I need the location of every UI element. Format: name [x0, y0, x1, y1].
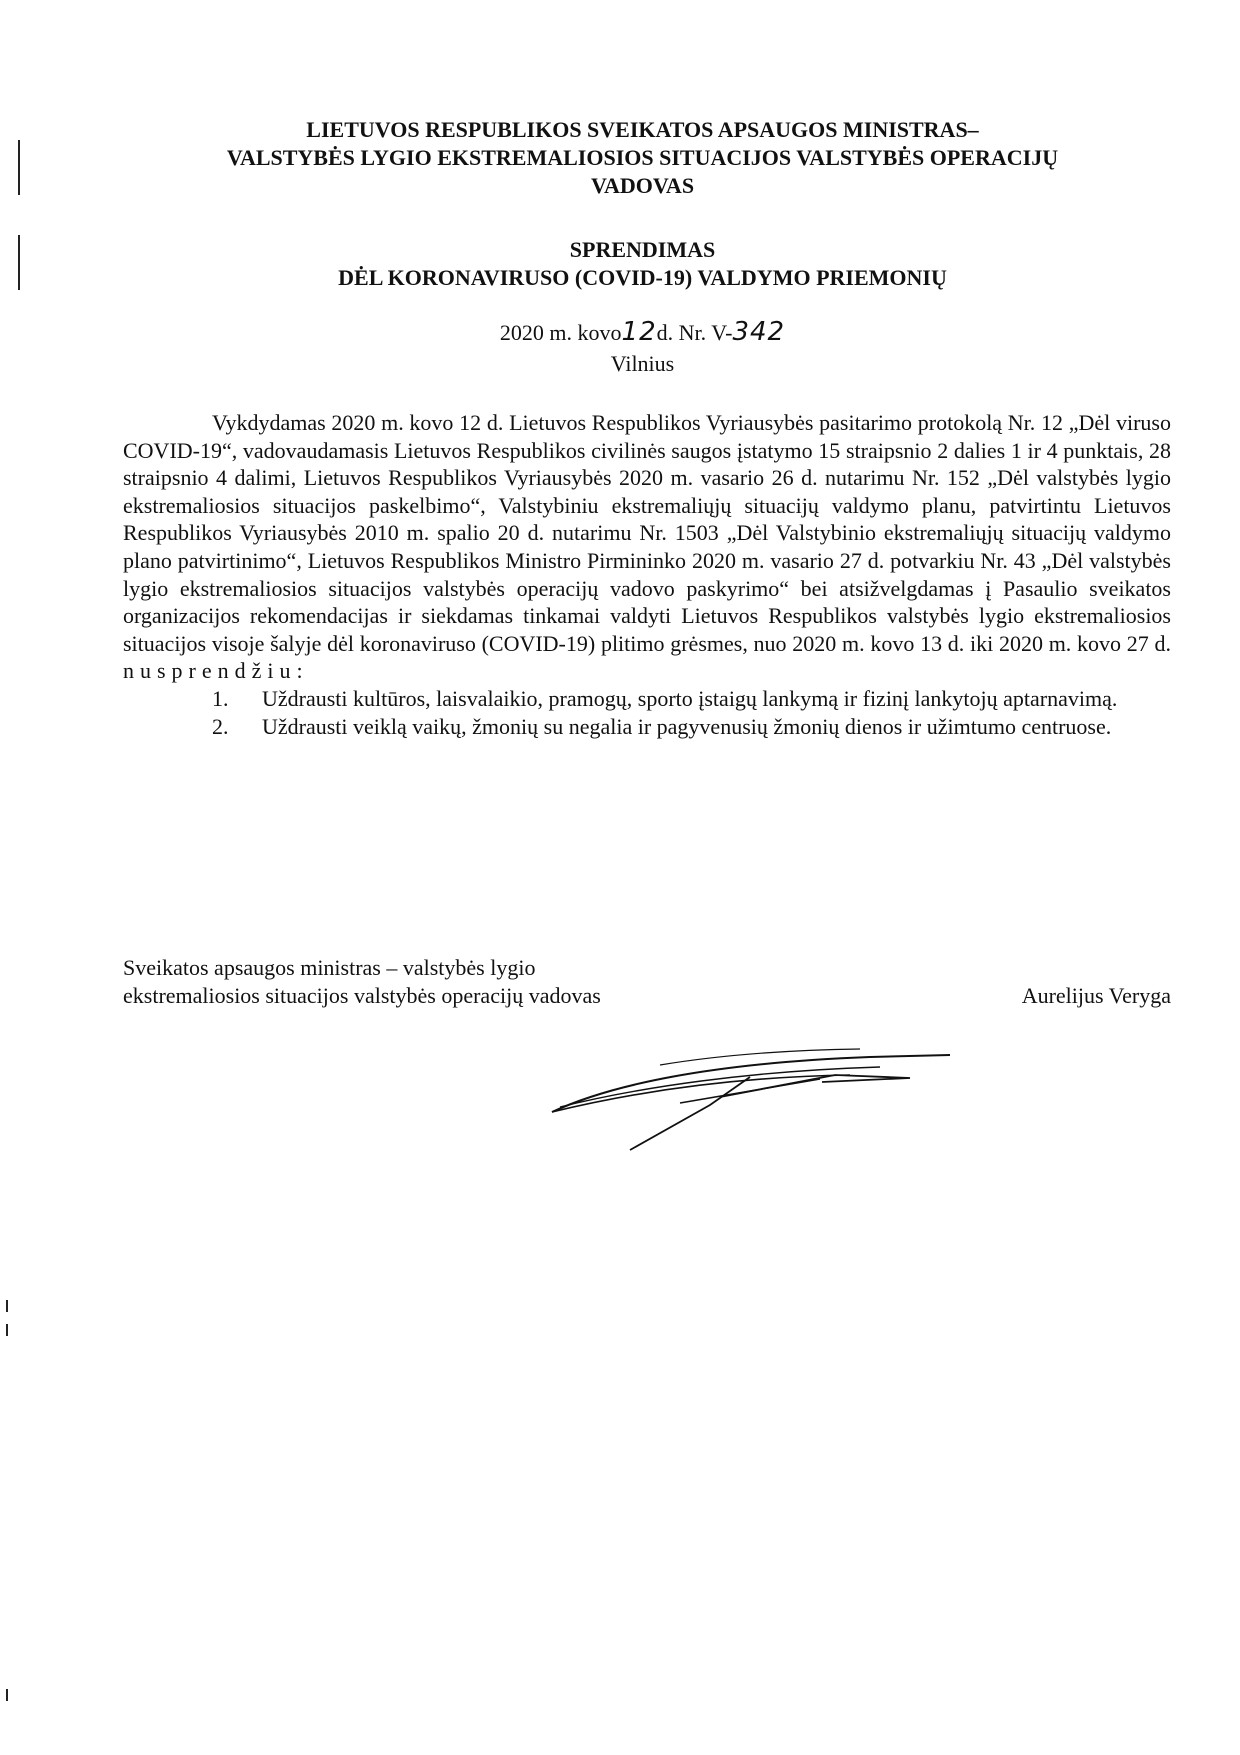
handwritten-signature	[550, 1035, 970, 1155]
scan-mark	[6, 1324, 8, 1336]
signer-name: Aurelijus Veryga	[1021, 983, 1171, 1008]
scan-mark	[6, 1689, 8, 1701]
decision-word: nusprendžiu:	[123, 658, 309, 684]
date-day-suffix: d.	[656, 320, 674, 345]
date-year: 2020 m.	[499, 320, 573, 345]
signer-position-line: ekstremaliosios situacijos valstybės operacijų vadovas	[123, 983, 601, 1008]
document-title	[150, 236, 1135, 292]
document-number-handwritten: 342	[732, 317, 786, 347]
date-month: kovo	[577, 320, 622, 345]
dateline	[150, 318, 1135, 347]
issuer-line: VALSTYBĖS LYGIO EKSTREMALIOSIOS SITUACIJOS VALSTYBĖS OPERACIJŲ	[226, 145, 1059, 170]
item-number: 2.	[212, 713, 229, 739]
signature-block	[123, 954, 1171, 1010]
preamble-text: Vykdydamas 2020 m. kovo 12 d. Lietuvos Respublikos Vyriausybės pasitarimo protokolą Nr. 12 „Dėl viruso COVID-19“, vadovaudamasis Lietuvos Respublikos civilinės saugos įstatymo 15 straipsnio 2 dalies 1 ir 4 punktais, 28 straipsnio 4 dalimi, Lietuvos Respublikos Vyriausybės 2020 m. vasario 26 d. nutarimu Nr. 152 „Dėl valstybės lygio ekstremaliosios situacijos paskelbimo“, Valstybiniu ekstremaliųjų situacijų valdymo planu, patvirtintu Lietuvos Respublikos Vyriausybės 2010 m. spalio 20 d. nutarimu Nr. 1503 „Dėl Valstybinio ekstremaliųjų situacijų valdymo plano patvirtinimo“, Lietuvos Respublikos Ministro Pirmininko 2020 m. vasario 27 d. potvarkiu Nr. 43 „Dėl valstybės lygio ekstremaliosios situacijos valstybės operacijų vadovo paskyrimo“ bei atsižvelgdamas į Pasaulio sveikatos organizacijos rekomendacijas ir siekdamas tinkamai valdyti Lietuvos Respublikos valstybės lygio ekstremaliosios situacijos visoje šalyje dėl koronaviruso (COVID-19) plitimo grėsmes, nuo 2020 m. kovo 13 d. iki 2020 m. kovo 27 d.	[123, 410, 1171, 656]
issuer-line: VADOVAS	[590, 173, 695, 198]
issuer-header	[150, 116, 1135, 200]
date-day-handwritten: 12	[621, 317, 657, 347]
scan-mark	[6, 1300, 8, 1312]
item-number: 1.	[212, 685, 229, 711]
item-text: Uždrausti veiklą vaikų, žmonių su negalia ir pagyvenusių žmonių dienos ir užimtumo centruose.	[262, 713, 1112, 739]
decision-item	[123, 685, 1171, 713]
place-of-issue: Vilnius	[610, 351, 675, 376]
document-type: SPRENDIMAS	[569, 237, 716, 262]
decision-item	[123, 713, 1171, 741]
document-subject: DĖL KORONAVIRUSO (COVID-19) VALDYMO PRIEMONIŲ	[338, 265, 947, 290]
document-body	[123, 409, 1171, 740]
document-number-prefix: Nr. V-	[678, 320, 733, 345]
preamble-paragraph	[123, 409, 1171, 685]
signer-position-line: Sveikatos apsaugos ministras – valstybės lygio	[123, 955, 536, 980]
scan-mark	[18, 235, 20, 290]
issuer-line: LIETUVOS RESPUBLIKOS SVEIKATOS APSAUGOS MINISTRAS–	[306, 117, 979, 142]
scan-mark	[18, 140, 20, 195]
item-text: Uždrausti kultūros, laisvalaikio, pramogų, sporto įstaigų lankymą ir fizinį lankytojų aptarnavimą.	[262, 685, 1118, 711]
